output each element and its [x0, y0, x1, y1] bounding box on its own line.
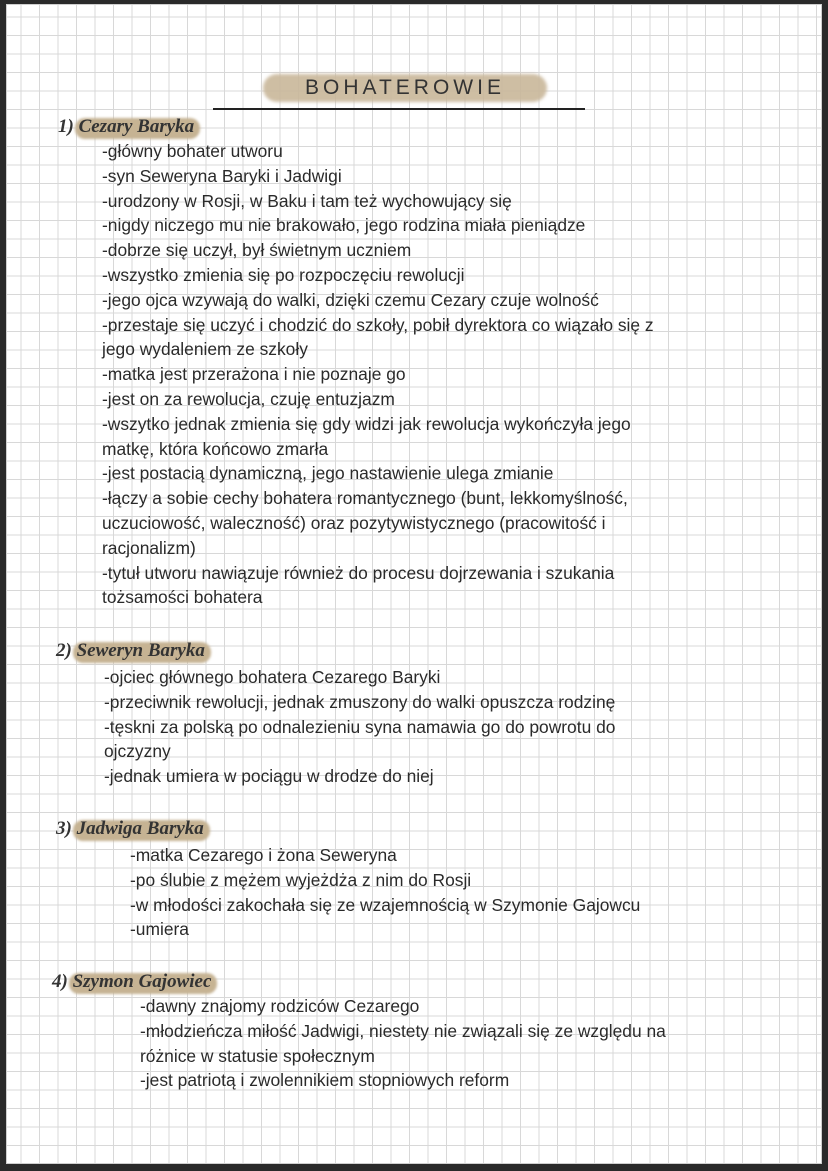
list-item: -urodzony w Rosji, w Baku i tam też wychowujący się: [102, 190, 512, 211]
character-name: Szymon Gajowiec: [72, 971, 212, 992]
list-item: różnice w statusie społecznym: [140, 1045, 375, 1066]
section-heading-seweryn: [56, 640, 205, 662]
section-number: 1): [58, 116, 74, 137]
list-item: -jednak umiera w pociągu w drodze do niej: [104, 766, 434, 787]
list-item: -główny bohater utworu: [102, 141, 283, 161]
list-item: -jego ojca wzywają do walki, dzięki czemu Cezary czuje wolność: [102, 289, 599, 310]
section-lines-szymon: [140, 994, 666, 1093]
character-name: Seweryn Baryka: [76, 640, 205, 661]
list-item: -nigdy niczego mu nie brakowało, jego rodzina miała pieniądze: [102, 215, 586, 236]
section-lines-jadwiga: [130, 843, 640, 942]
list-item: -jest patriotą i zwolennikiem stopniowych reform: [140, 1070, 510, 1091]
list-item: -umiera: [130, 919, 189, 940]
list-item: -po ślubie z mężem wyjeżdża z nim do Rosji: [130, 869, 472, 890]
section-heading-cezary: [58, 116, 194, 138]
list-item: -młodzieńcza miłość Jadwigi, niestety nie związali się ze względu na: [140, 1020, 666, 1041]
section-heading-jadwiga: [56, 818, 204, 840]
title-underline: [213, 70, 585, 110]
list-item: -syn Seweryna Baryki i Jadwigi: [102, 165, 342, 186]
list-item: -przestaje się uczyć i chodzić do szkoły, pobił dyrektora co wiązało się z: [102, 314, 654, 335]
list-item: -dawny znajomy rodziców Cezarego: [140, 996, 420, 1016]
section-lines-cezary: [102, 139, 654, 610]
section-number: 2): [56, 640, 72, 661]
list-item: -ojciec głównego bohatera Cezarego Baryki: [104, 667, 441, 687]
page-title: BOHATEROWIE: [305, 76, 505, 99]
character-name: Jadwiga Baryka: [76, 818, 204, 839]
list-item: -wszystko zmienia się po rozpoczęciu rewolucji: [102, 264, 465, 285]
character-name: Cezary Baryka: [78, 116, 195, 137]
list-item: racjonalizm): [102, 537, 196, 558]
list-item: ojczyzny: [104, 741, 171, 762]
section-number: 4): [52, 971, 68, 992]
section-lines-seweryn: [104, 665, 615, 789]
list-item: -dobrze się uczył, był świetnym uczniem: [102, 240, 412, 261]
section-heading-szymon: [52, 971, 211, 993]
list-item: -tytuł utworu nawiązuje również do procesu dojrzewania i szukania: [102, 562, 615, 583]
list-item: matkę, która końcowo zmarła: [102, 438, 329, 459]
list-item: tożsamości bohatera: [102, 587, 263, 608]
list-item: uczuciowość, waleczność) oraz pozytywistycznego (pracowitość i: [102, 512, 606, 533]
list-item: -jest on za rewolucja, czuję entuzjazm: [102, 388, 395, 409]
list-item: -wszytko jednak zmienia się gdy widzi jak rewolucja wykończyła jego: [102, 413, 631, 434]
list-item: -łączy a sobie cechy bohatera romantycznego (bunt, lekkomyślność,: [102, 488, 628, 509]
list-item: -matka Cezarego i żona Seweryna: [130, 845, 397, 865]
list-item: -w młodości zakochała się ze wzajemnością w Szymonie Gajowcu: [130, 894, 641, 915]
list-item: -matka jest przerażona i nie poznaje go: [102, 364, 406, 385]
section-number: 3): [56, 818, 72, 839]
list-item: -jest postacią dynamiczną, jego nastawienie ulega zmianie: [102, 463, 554, 484]
list-item: -tęskni za polską po odnalezieniu syna namawia go do powrotu do: [104, 716, 616, 737]
notebook-page: [6, 4, 822, 1164]
list-item: -przeciwnik rewolucji, jednak zmuszony do walki opuszcza rodzinę: [104, 691, 616, 712]
list-item: jego wydaleniem ze szkoły: [102, 339, 308, 360]
